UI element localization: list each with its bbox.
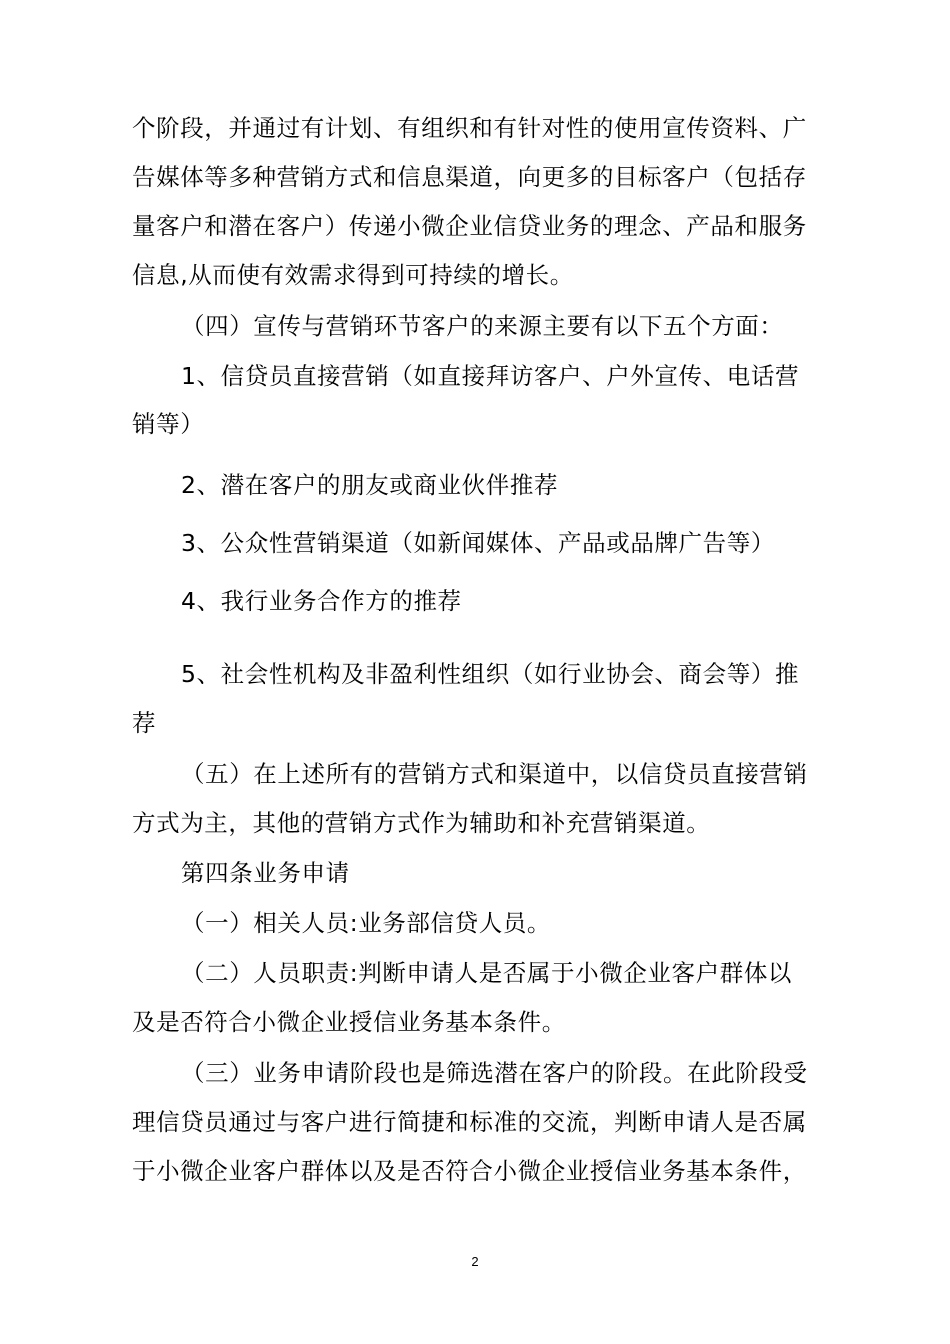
list-item-4: 4、我行业务合作方的推荐 <box>181 587 462 615</box>
subsection-one: （一）相关人员:业务部信贷人员。 <box>181 909 552 937</box>
body-text-line: 信息,从而使有效需求得到可持续的增长。 <box>132 261 574 289</box>
list-item-1-continuation: 销等） <box>132 410 205 438</box>
body-text-line: 个阶段，并通过有计划、有组织和有针对性的使用宣传资料、广 <box>132 114 807 142</box>
article-heading: 第四条业务申请 <box>181 859 350 887</box>
body-text-line: 于小微企业客户群体以及是否符合小微企业授信业务基本条件， <box>132 1157 807 1185</box>
subsection-three: （三）业务申请阶段也是筛选潜在客户的阶段。在此阶段受 <box>181 1059 808 1087</box>
list-item-5-continuation: 荐 <box>132 709 157 737</box>
section-heading-five: （五）在上述所有的营销方式和渠道中，以信贷员直接营销 <box>181 760 808 788</box>
list-item-2: 2、潜在客户的朋友或商业伙伴推荐 <box>181 471 559 499</box>
body-text-line: 理信贷员通过与客户进行简捷和标准的交流，判断申请人是否属 <box>132 1108 807 1136</box>
body-text-line: 量客户和潜在客户）传递小微企业信贷业务的理念、产品和服务 <box>132 212 807 240</box>
list-item-3: 3、公众性营销渠道（如新闻媒体、产品或品牌广告等） <box>181 529 775 557</box>
list-item-5: 5、社会性机构及非盈利性组织（如行业协会、商会等）推 <box>181 660 800 688</box>
body-text-line: 告媒体等多种营销方式和信息渠道，向更多的目标客户（包括存 <box>132 163 807 191</box>
section-heading-four: （四）宣传与营销环节客户的来源主要有以下五个方面： <box>181 312 784 340</box>
list-item-1: 1、信贷员直接营销（如直接拜访客户、户外宣传、电话营 <box>181 362 800 390</box>
subsection-two: （二）人员职责:判断申请人是否属于小微企业客户群体以 <box>181 959 793 987</box>
body-text-line: 及是否符合小微企业授信业务基本条件。 <box>132 1008 566 1036</box>
body-text-line: 方式为主，其他的营销方式作为辅助和补充营销渠道。 <box>132 809 711 837</box>
page-number: 2 <box>471 1254 479 1269</box>
